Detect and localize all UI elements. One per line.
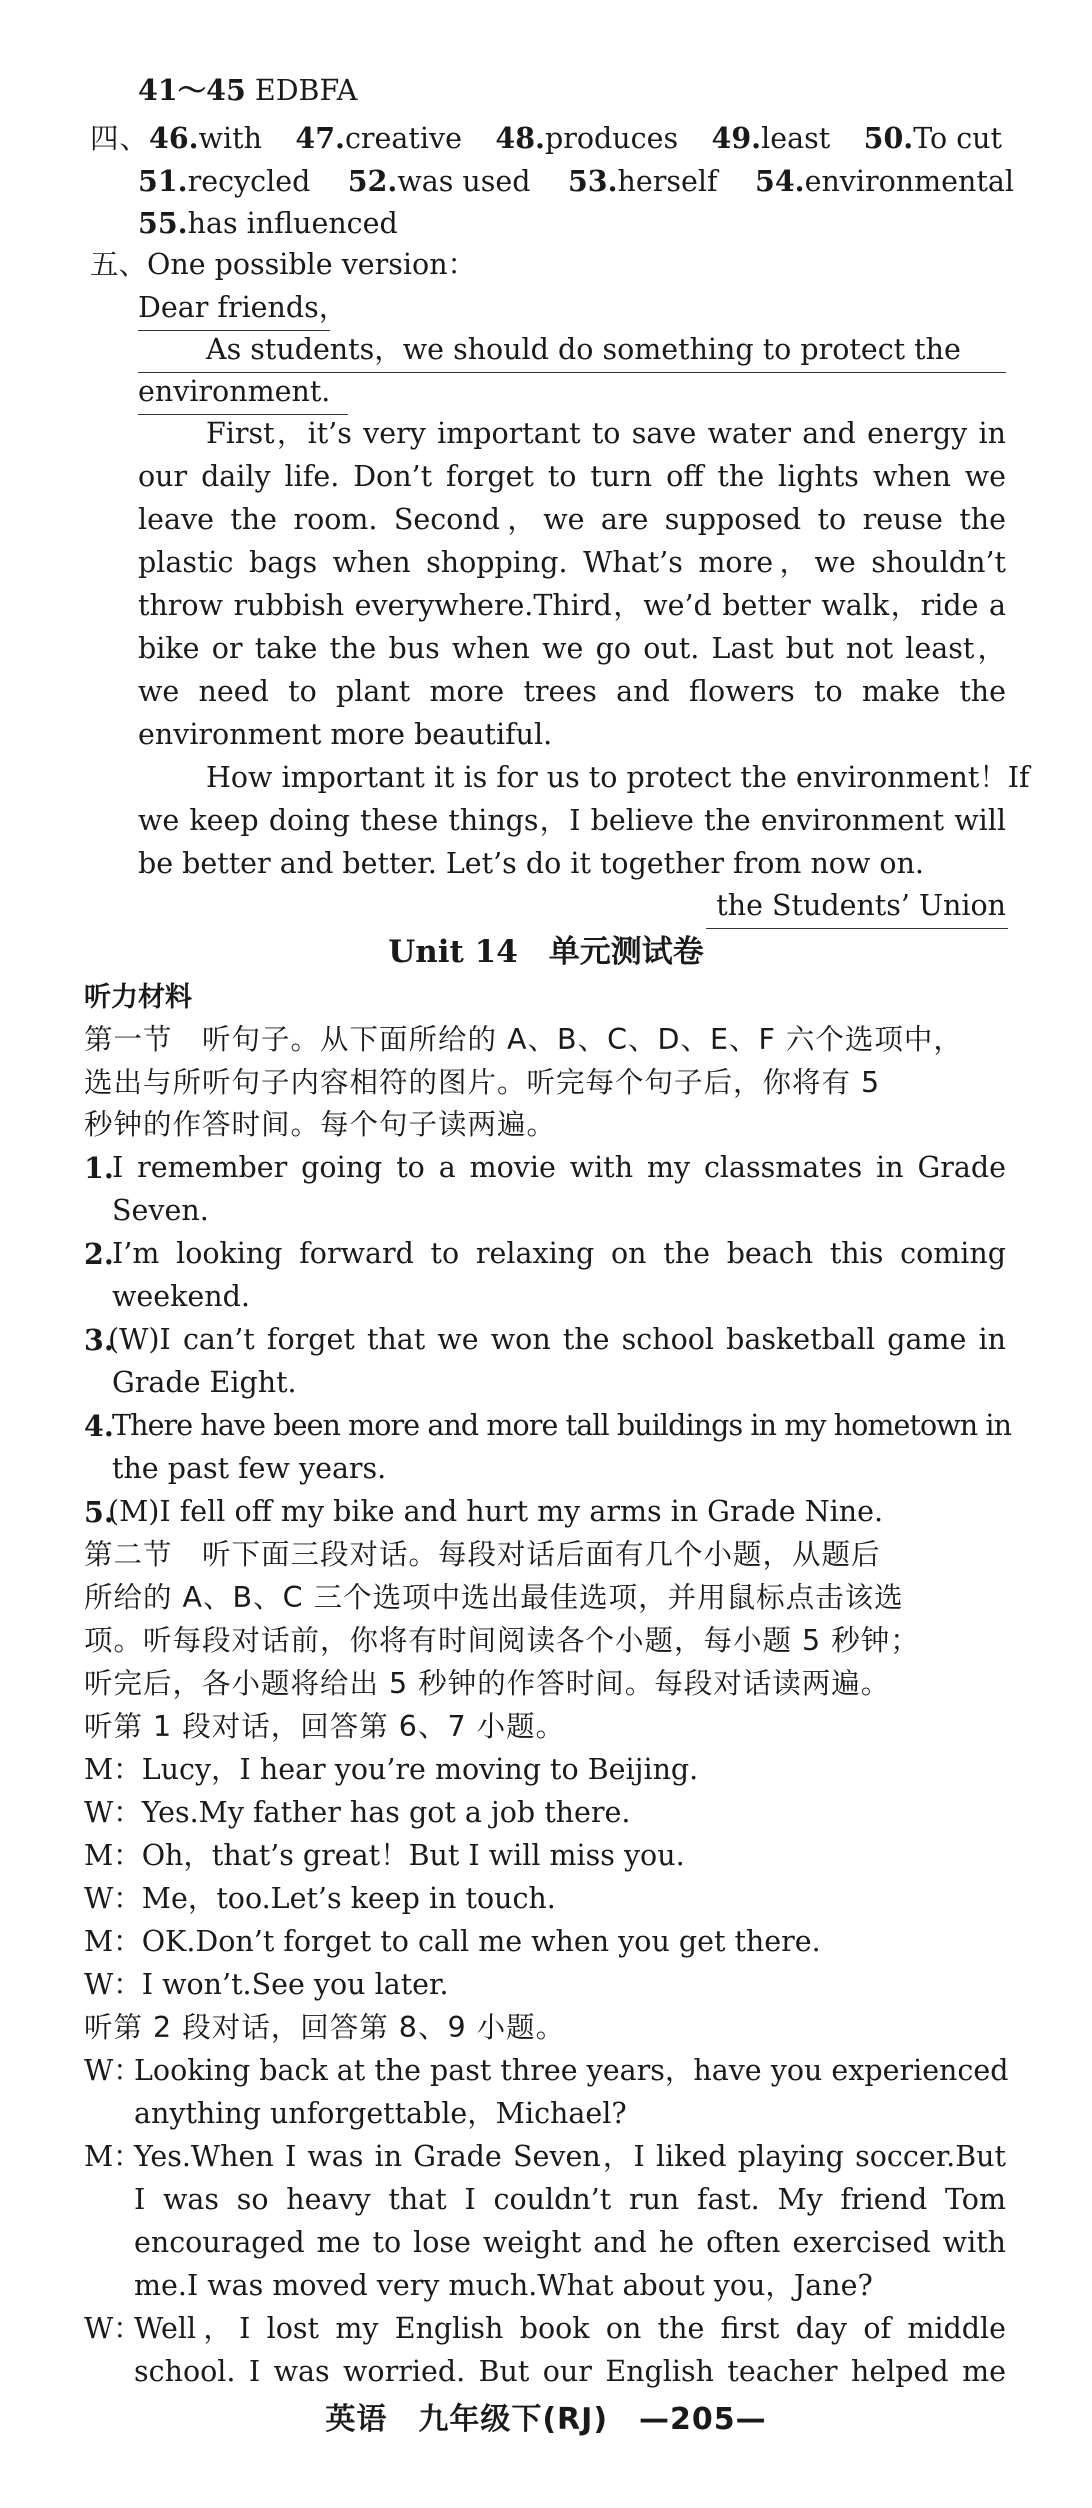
essay-line: our daily life. Don’t forget to turn off the lights when we [138, 460, 1006, 493]
dialog-two-intro: 听第 2 段对话，回答第 8、9 小题。 [84, 2011, 566, 2044]
dialog-line: M：Oh，that’s great！But I will miss you. [84, 1839, 685, 1872]
sentence-text: the past few years. [112, 1452, 387, 1485]
dialog-line: Yes.When I was in Grade Seven，I liked playing soccer.But [134, 2140, 1006, 2173]
sentence-text: weekend. [112, 1280, 250, 1313]
dialog-line: M：OK.Don’t forget to call me when you get there. [84, 1925, 821, 1958]
dialog-one-intro: 听第 1 段对话，回答第 6、7 小题。 [84, 1710, 566, 1743]
essay-line: bike or take the bus when we go out. Last but not least， [138, 632, 1006, 665]
essay-line: plastic bags when shopping. What’s more，we shouldn’t [138, 546, 1006, 579]
sentence-number: 1. [84, 1151, 114, 1185]
speaker-label: W： [84, 2312, 142, 2345]
signature-underline [706, 928, 1008, 929]
essay-line: we need to plant more trees and flowers to make the [138, 675, 1006, 708]
dialog-line: me.I was moved very much.What about you，Jane? [134, 2269, 873, 2302]
section-two-instructions: 项。听每段对话前，你将有时间阅读各个小题，每小题 5 秒钟； [84, 1624, 920, 1657]
essay-salutation: Dear friends， [138, 291, 348, 324]
section-two-instructions: 听完后，各小题将给出 5 秒钟的作答时间。每段对话读两遍。 [84, 1667, 891, 1700]
page-footer: 英语 九年级下(RJ) —205— [325, 2402, 767, 2437]
sentence-text: Grade Eight. [112, 1366, 297, 1399]
sentence-number: 5. [84, 1495, 114, 1529]
sentence-number: 2. [84, 1237, 114, 1271]
answer-line-46-50: 四、46.with 47.creative 48.produces 49.least 50.To cut [90, 121, 1002, 155]
dialog-line: encouraged me to lose weight and he often exercised with [134, 2226, 1006, 2259]
answer-line-55: 55.has influenced [138, 206, 398, 240]
dialog-line: Well，I lost my English book on the first day of middle [134, 2312, 1006, 2345]
sentence-text: (M)I fell off my bike and hurt my arms in Grade Nine. [108, 1495, 884, 1528]
essay-line: we keep doing these things，I believe the environment will [138, 804, 1006, 837]
section-one-instructions: 秒钟的作答时间。每个句子读两遍。 [84, 1108, 557, 1141]
section-two-instructions: 第二节 听下面三段对话。每段对话后面有几个小题，从题后 [84, 1538, 881, 1571]
essay-intro: 五、One possible version： [90, 248, 477, 281]
sentence-text: I remember going to a movie with my classmates in Grade [112, 1151, 1006, 1184]
sentence-text: There have been more and more tall buildings in my hometown in [112, 1409, 1012, 1442]
dialog-line: school. I was worried. But our English teacher helped me [134, 2355, 1006, 2388]
answer-line-41-45: 41～45 EDBFA [138, 73, 358, 107]
sentence-number: 3. [84, 1323, 114, 1357]
sentence-text: Seven. [112, 1194, 209, 1227]
dialog-line: I was so heavy that I couldn’t run fast. My friend Tom [134, 2183, 1006, 2216]
essay-line: environment. [138, 375, 331, 408]
dialog-line: Looking back at the past three years，have you experienced [134, 2054, 1009, 2087]
dialog-line: M：Lucy，I hear you’re moving to Beijing. [84, 1753, 699, 1786]
section-one-instructions: 选出与所听句子内容相符的图片。听完每个句子后，你将有 5 [84, 1066, 881, 1099]
answer-line-51-54: 51.recycled 52.was used 53.herself 54.environmental [138, 164, 1014, 198]
section-one-instructions: 第一节 听句子。从下面所给的 A、B、C、D、E、F 六个选项中， [84, 1023, 963, 1056]
essay-line: First，it’s very important to save water and energy in [206, 417, 1006, 450]
section-two-instructions: 所给的 A、B、C 三个选项中选出最佳选项，并用鼠标点击该选 [84, 1581, 904, 1614]
dialog-line: anything unforgettable，Michael? [134, 2097, 627, 2130]
sentence-number: 4. [84, 1409, 114, 1443]
essay-line: throw rubbish everywhere.Third，we’d better walk，ride a [138, 589, 1006, 622]
dialog-line: W：I won’t.See you later. [84, 1968, 449, 2001]
essay-line: leave the room. Second，we are supposed to reuse the [138, 503, 1006, 536]
section-four-label: 四、 [90, 122, 150, 155]
essay-line: How important it is for us to protect the environment！If [206, 761, 1030, 794]
essay-line: environment more beautiful. [138, 718, 553, 751]
speaker-label: M： [84, 2140, 142, 2173]
listening-heading: 听力材料 [84, 982, 192, 1013]
unit-title: Unit 14 单元测试卷 [388, 934, 704, 970]
essay-signature: the Students’ Union [716, 889, 1006, 922]
essay-line: As students，we should do something to protect the [206, 333, 961, 366]
essay-line: be better and better. Let’s do it together from now on. [138, 847, 924, 880]
speaker-label: W： [84, 2054, 142, 2087]
sentence-text: (W)I can’t forget that we won the school basketball game in [108, 1323, 1006, 1356]
sentence-text: I’m looking forward to relaxing on the beach this coming [112, 1237, 1006, 1270]
dialog-line: W：Yes.My father has got a job there. [84, 1796, 631, 1829]
dialog-line: W：Me，too.Let’s keep in touch. [84, 1882, 556, 1915]
